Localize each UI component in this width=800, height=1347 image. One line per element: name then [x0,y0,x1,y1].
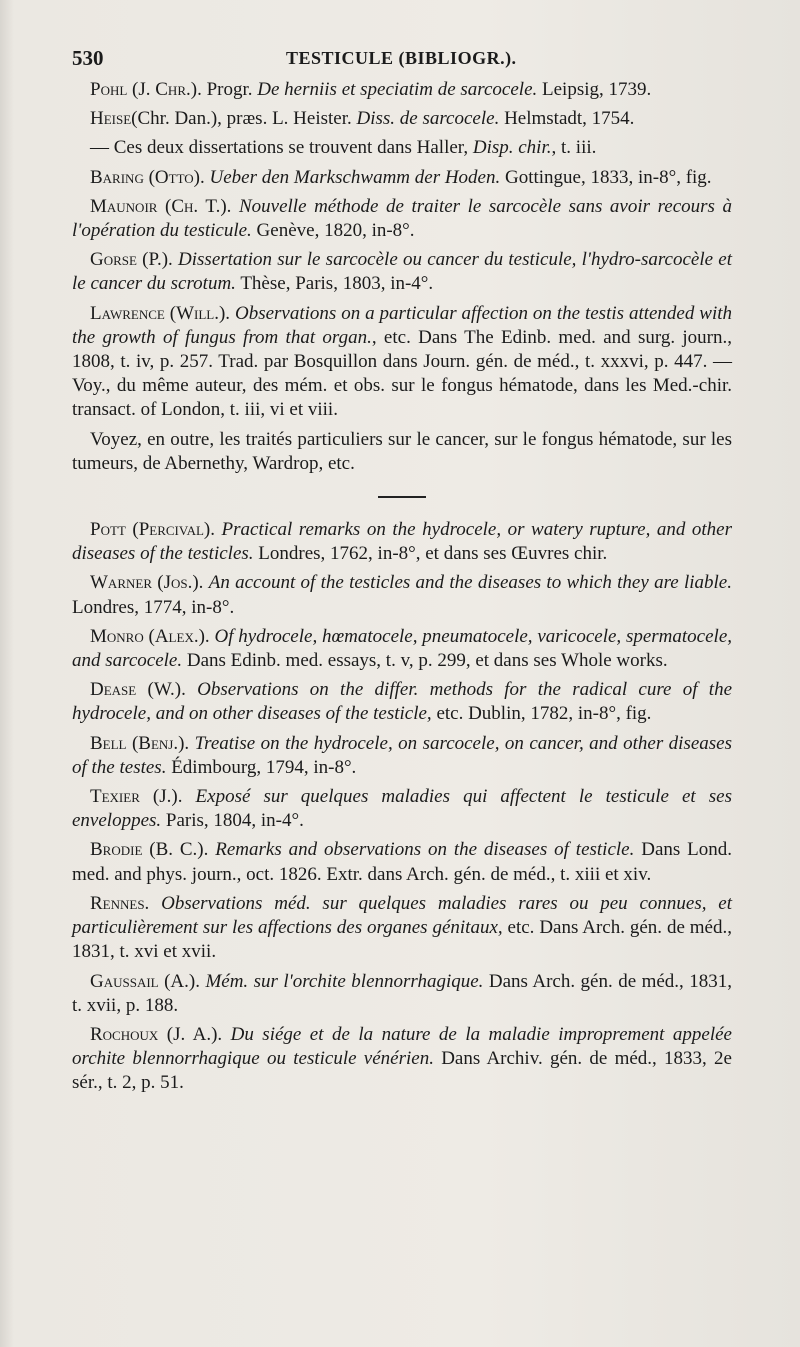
entry-title: Of hydrocele, hœmatocele, pneumatocele, varicocele, spermatocele, and sarcocele. [72,625,733,672]
entry-details: , t. iii. [551,137,597,159]
entry-title: Practical remarks on the hydrocele, or watery rupture, and other diseases of the testicles. [72,519,732,565]
entry-title: Observations on a particular affection on the testis attended with the growth of fungus from that organ. [72,302,733,348]
entry-title: Remarks and observations on the diseases of testicle. [215,839,635,861]
entry-title: Observations méd. sur quelques maladies rares ou peu connues, et particulièrement sur les affections des organes génitaux, [72,892,732,939]
section-divider [378,496,426,498]
entry-details: etc. Dublin, 1782, in-8°, fig. [431,703,652,725]
entry-author: Dease (W.). [90,679,186,701]
bibliography-entry [72,1023,732,1096]
entry-details: Dans Edinb. med. essays, t. v, p. 299, et dans ses Whole works. [182,650,668,672]
entry-title: Dissertation sur le sarcocèle ou cancer du testicule, l'hydro-sarcocèle et le cancer du scrotum. [72,249,732,295]
bibliography-entry [72,970,732,1018]
entry-author: Baring (Otto). [90,166,205,188]
entry-text [182,786,195,807]
page-number: 530 [72,46,104,70]
entry-title: Diss. de sarcocele. [356,108,500,130]
bibliography-entry [72,136,732,160]
entry-details: Londres, 1762, in-8°, et dans ses Œuvres chir. [253,543,608,565]
entry-text: Progr. [201,79,258,100]
entry-details: Thèse, Paris, 1803, in-4°. [235,273,434,295]
bibliography-entry [72,785,732,833]
entry-author: Warner (Jos.). [90,572,204,594]
entry-title: Exposé sur quelques maladies qui affectent le testicule et ses enveloppes. [72,786,732,832]
bibliography-entry [72,248,732,296]
entry-text: — Ces deux dissertations se trouvent dans Haller, [90,137,473,159]
entry-details: Genève, 1820, in-8°. [251,220,415,242]
entry-title: Disp. chir. [472,137,552,159]
bibliography-content [72,78,732,1101]
page-header [72,46,732,76]
running-title: TESTICULE (BIBLIOGR.). [286,48,517,68]
entry-text [231,196,239,217]
entry-text [222,1024,230,1045]
bibliography-entry [72,732,732,780]
bibliography-entry [72,571,732,619]
entry-author: Bell (Benj.). [90,732,190,754]
entry-author: Pohl (J. Chr.). [90,79,202,100]
bibliography-entry [72,678,732,726]
entry-author: Gorse (P.). [90,249,173,271]
entry-details: Dans Lond. med. and phys. journ., oct. 1826. Extr. dans Arch. gén. de méd., t. xiii et xiv. [72,839,733,885]
entry-author: Monro (Alex.). [90,625,210,647]
entry-text: (Chr. Dan.), præs. L. Heister. [131,108,357,130]
entry-author: Texier (J.). [90,786,183,808]
entry-author: Pott (Percival). [90,519,215,541]
bibliography-entry [72,892,732,965]
entry-author: Heise [90,108,132,130]
bibliography-section-1 [72,78,732,423]
entry-author: Rochoux (J. A.). [90,1023,223,1045]
bibliography-entry [72,107,732,131]
bibliography-entry [72,195,732,243]
entry-details: Londres, 1774, in-8°. [72,596,235,618]
entry-text [149,893,161,914]
bibliography-entry [72,518,732,566]
bibliography-entry [72,302,732,423]
entry-details: Leipsig, 1739. [537,79,652,100]
bibliography-entry [72,166,732,190]
bibliography-entry [72,78,732,102]
entry-author: Gaussail (A.). [90,970,200,992]
entry-author: Lawrence (Will.). [90,302,231,324]
entry-title: Nouvelle méthode de traiter le sarcocèle sans avoir recours à l'opération du testicule. [72,195,733,242]
entry-author: Maunoir (Ch. T.). [90,195,232,217]
entry-author: Rennes. [90,892,150,914]
entry-details: etc. Dans Arch. gén. de méd., 1831, t. xvi et xvii. [72,917,732,963]
entry-title: Observations on the differ. methods for the radical cure of the hydrocele, and on other diseases of the testicle, [72,679,732,725]
entry-details: Helmstadt, 1754. [499,108,635,130]
entry-title: Treatise on the hydrocele, on sarcocele, on cancer, and other diseases of the testes. [72,732,733,778]
entry-title: De herniis et speciatim de sarcocele. [257,79,538,100]
entry-details: Édimbourg, 1794, in-8°. [166,756,357,778]
bibliography-section-2 [72,518,732,1095]
entry-author: Brodie (B. C.). [90,839,209,861]
entry-details: Dans Arch. gén. de méd., 1831, t. xvii, p. 188. [72,970,733,1016]
entry-details: Dans Archiv. gén. de méd., 1833, 2e sér., t. 2, p. 51. [72,1048,732,1094]
entry-title: Du siége et de la nature de la maladie improprement appelée orchite blennorrhagique ou testicule vénérien. [72,1023,732,1070]
entry-details: Paris, 1804, in-4°. [161,810,304,832]
entry-title: An account of the testicles and the diseases to which they are liable. [208,572,732,594]
bibliography-entry [72,838,732,886]
cross-reference-note: Voyez, en outre, les traités particuliers sur le cancer, sur le fongus hématode, sur les tumeurs, de Abernethy, Wardrop, etc. [72,428,732,474]
entry-text [186,679,197,700]
entry-title: Mém. sur l'orchite blennorrhagique. [205,970,484,992]
entry-details: Gottingue, 1833, in-8°, fig. [500,166,712,188]
entry-details: , etc. Dans The Edinb. med. and surg. journ., 1808, t. iv, p. 257. Trad. par Bosquillon dans Journ. gén. de méd., t. xxxvi, p. 447. —Voy., du même auteur, des mém. et obs. sur le fongus hématode, dans les Med.-chir. transact. of London, t. iii, vi et viii. [72,326,732,421]
bibliography-entry [72,625,732,673]
entry-title: Ueber den Markschwamm der Hoden. [209,166,501,188]
